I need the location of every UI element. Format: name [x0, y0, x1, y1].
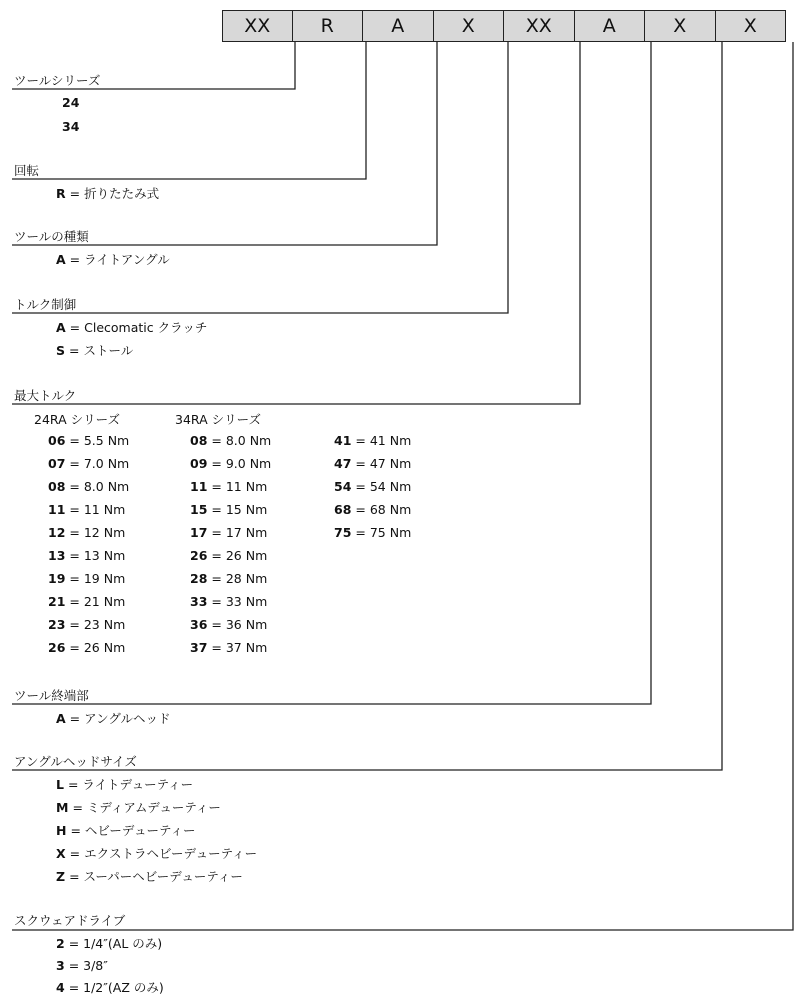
- heading-max-torque: 最大トルク: [14, 388, 77, 403]
- square-drive-item: 3 = 3/8″: [56, 958, 108, 973]
- angle-head-item: Z = スーパーヘビーデューティー: [56, 869, 243, 884]
- torque-item: 26 = 26 Nm: [48, 640, 126, 655]
- heading-rotation: 回転: [14, 163, 40, 178]
- code-cell-tool-type: A: [363, 10, 434, 42]
- code-cell-rotation: R: [293, 10, 364, 42]
- torque-item: 26 = 26 Nm: [190, 548, 268, 563]
- torque-item: 13 = 13 Nm: [48, 548, 126, 563]
- torque-item: 68 = 68 Nm: [334, 502, 412, 517]
- tool-series-item: 34: [62, 119, 80, 134]
- torque-column-heading-24ra: 24RA シリーズ: [34, 412, 120, 427]
- torque-item: 54 = 54 Nm: [334, 479, 412, 494]
- heading-tool-type: ツールの種類: [14, 229, 89, 244]
- torque-item: 28 = 28 Nm: [190, 571, 268, 586]
- heading-square-drive: スクウェアドライブ: [14, 913, 126, 928]
- connector-angle-head-size: [12, 42, 722, 770]
- torque-item: 07 = 7.0 Nm: [48, 456, 130, 471]
- torque-item: 15 = 15 Nm: [190, 502, 268, 517]
- torque-item: 23 = 23 Nm: [48, 617, 126, 632]
- torque-item: 11 = 11 Nm: [190, 479, 268, 494]
- torque-item: 09 = 9.0 Nm: [190, 456, 272, 471]
- torque-item: 08 = 8.0 Nm: [48, 479, 130, 494]
- torque-item: 17 = 17 Nm: [190, 525, 268, 540]
- torque-item: 75 = 75 Nm: [334, 525, 412, 540]
- rotation-item: R = 折りたたみ式: [56, 186, 160, 201]
- torque-item: 08 = 8.0 Nm: [190, 433, 272, 448]
- angle-head-item: M = ミディアムデューティー: [56, 800, 221, 815]
- torque-item: 21 = 21 Nm: [48, 594, 126, 609]
- tool-series-item: 24: [62, 95, 80, 110]
- torque-item: 36 = 36 Nm: [190, 617, 268, 632]
- code-cell-square-drive: X: [716, 10, 787, 42]
- torque-control-item: A = Clecomatic クラッチ: [56, 320, 208, 335]
- torque-item: 19 = 19 Nm: [48, 571, 126, 586]
- angle-head-item: L = ライトデューティー: [56, 777, 194, 792]
- code-cell-tool-series: XX: [222, 10, 293, 42]
- heading-angle-head-size: アングルヘッドサイズ: [14, 754, 137, 769]
- square-drive-item: 4 = 1/2″(AZ のみ): [56, 980, 164, 995]
- code-cell-max-torque: XX: [504, 10, 575, 42]
- code-cell-tool-end: A: [575, 10, 646, 42]
- heading-torque-control: トルク制御: [14, 297, 77, 312]
- torque-item: 11 = 11 Nm: [48, 502, 126, 517]
- tool-type-item: A = ライトアングル: [56, 252, 170, 267]
- connector-rotation: [12, 42, 366, 179]
- torque-control-item: S = ストール: [56, 343, 134, 358]
- angle-head-item: X = エクストラヘビーデューティー: [56, 846, 258, 861]
- torque-item: 06 = 5.5 Nm: [48, 433, 130, 448]
- torque-item: 12 = 12 Nm: [48, 525, 126, 540]
- square-drive-item: 2 = 1/4″(AL のみ): [56, 936, 163, 951]
- torque-item: 33 = 33 Nm: [190, 594, 268, 609]
- torque-item: 41 = 41 Nm: [334, 433, 412, 448]
- heading-tool-series: ツールシリーズ: [14, 73, 101, 88]
- tool-end-item: A = アングルヘッド: [56, 711, 171, 726]
- heading-tool-end: ツール終端部: [14, 688, 89, 703]
- angle-head-item: H = ヘビーデューティー: [56, 823, 196, 838]
- torque-item: 37 = 37 Nm: [190, 640, 268, 655]
- torque-column-heading-34ra: 34RA シリーズ: [175, 412, 261, 427]
- torque-item: 47 = 47 Nm: [334, 456, 412, 471]
- code-cell-torque-control: X: [434, 10, 505, 42]
- code-cell-angle-head-size: X: [645, 10, 716, 42]
